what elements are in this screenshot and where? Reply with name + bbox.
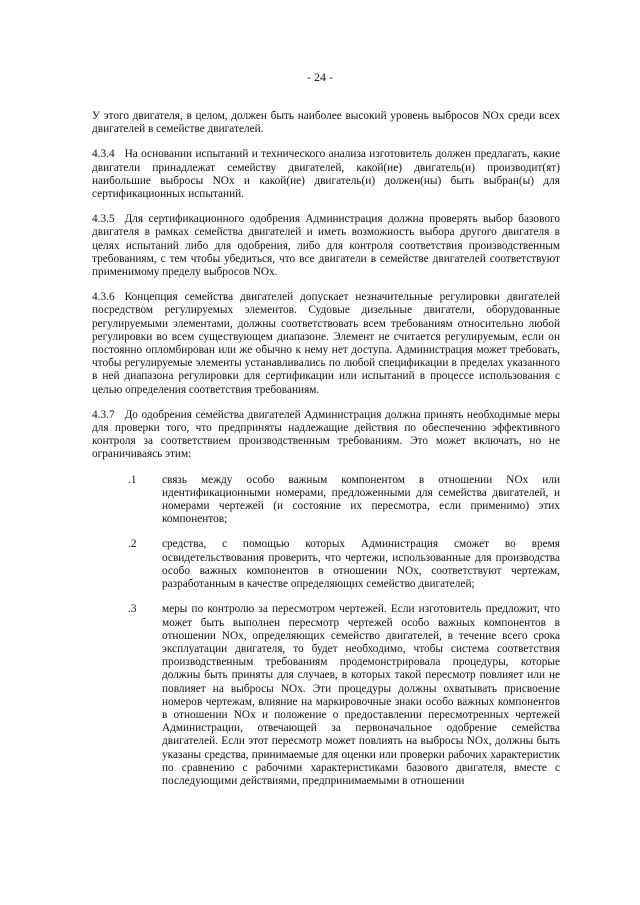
- intro-paragraph: У этого двигателя, в целом, должен быть наиболее высокий уровень выбросов NOx среди всех двигателей в семействе двигателей.: [92, 110, 560, 136]
- list-item-number: .3: [128, 603, 137, 616]
- document-body: [92, 110, 560, 800]
- list-item: [92, 474, 560, 527]
- section-4-3-5: [92, 213, 560, 279]
- section-text: На основании испытаний и технического анализа изготовитель должен предлагать, какие двигатели принадлежат семейству двигателей, какой(ие) двигатель(и) производит(ят) наибольшие выбросы NOx и какой(ие) двигатель(и) должен(ны) быть выбран(ы) для сертификационных испытаний.: [92, 148, 560, 201]
- page-number: - 24 -: [307, 70, 333, 84]
- list-item-number: .1: [128, 473, 137, 486]
- list-item: [92, 603, 560, 788]
- section-4-3-6: [92, 291, 560, 397]
- list-item-text: средства, с помощью которых Администрация сможет во время освидетельствования проверить, что чертежи, использованные для производства особо важных компонентов в отношении NOx, соответствуют чертежам, разработанным в качестве определяющих семейство двигателей;: [162, 538, 560, 591]
- section-number: 4.3.6: [92, 291, 115, 304]
- section-number: 4.3.7: [92, 408, 115, 421]
- list-item-text: связь между особо важным компонентом в отношении NOx или идентификационными номерами, предложенными для семейства двигателей, и номерами чертежей (и состояние их пересмотра, если применимо) этих компонентов;: [162, 473, 560, 526]
- section-number: 4.3.5: [92, 213, 115, 226]
- section-number: 4.3.4: [92, 148, 115, 161]
- section-4-3-4: [92, 148, 560, 201]
- section-text: Для сертификационного одобрения Администрация должна проверять выбор базового двигателя в рамках семейства двигателей и иметь возможность выбора другого двигателя в целях испытаний либо для одобрения, либо для контроля соответствия производственным требованиям, с тем чтобы убедиться, что все двигатели в семействе двигателей соответствуют применимому пределу выбросов NOx.: [92, 213, 560, 279]
- section-4-3-7: [92, 409, 560, 462]
- list-item: [92, 538, 560, 591]
- section-text: До одобрения семейства двигателей Администрация должна принять необходимые меры для проверки того, что предприняты надлежащие действия по обеспечению эффективного контроля за соответствием производственным требованиям. Это может включать, но не ограничиваясь этим:: [92, 408, 560, 461]
- list-item-text: меры по контролю за пересмотром чертежей. Если изготовитель предложит, что может быть выполнен пересмотр чертежей особо важных компонентов в отношении NOx, определяющих семейство двигателей, в течение всего срока эксплуатации двигателя, то будет необходимо, чтобы система соответствия производственным требованиям продемонстрировала процедуры, которые должны быть приняты для случаев, в которых такой пересмотр повлияет или не повлияет на выбросы NOx. Эти процедуры должны охватывать присвоение номеров чертежам, влияние на маркировочные знаки особо важных компонентов в отношении NOx и положение о предоставлении пересмотренных чертежей Администрации, отвечающей за первоначальное одобрение семейства двигателей. Если этот пересмотр может повлиять на выбросы NOx, должны быть указаны средства, принимаемые для оценки или проверки рабочих характеристик по сравнению с рабочими характеристиками базового двигателя, вместе с последующими действиями, предпринимаемыми в отношении: [162, 603, 560, 787]
- section-text: Концепция семейства двигателей допускает незначительные регулировки двигателей посредством регулируемых элементов. Судовые дизельные двигатели, оборудованные регулируемыми элементами, должны соответствовать всем требованиям относительно любой регулировки во всем существующем диапазоне. Элемент не считается регулируемым, если он постоянно опломбирован или же обычно к нему нет доступа. Администрация может требовать, чтобы регулируемые элементы устанавливались по любой спецификации в пределах указанного в ней диапазона регулировки для сертификации или испытаний в процессе использования с целью определения соответствия требованиям.: [92, 291, 560, 396]
- list-item-number: .2: [128, 538, 137, 551]
